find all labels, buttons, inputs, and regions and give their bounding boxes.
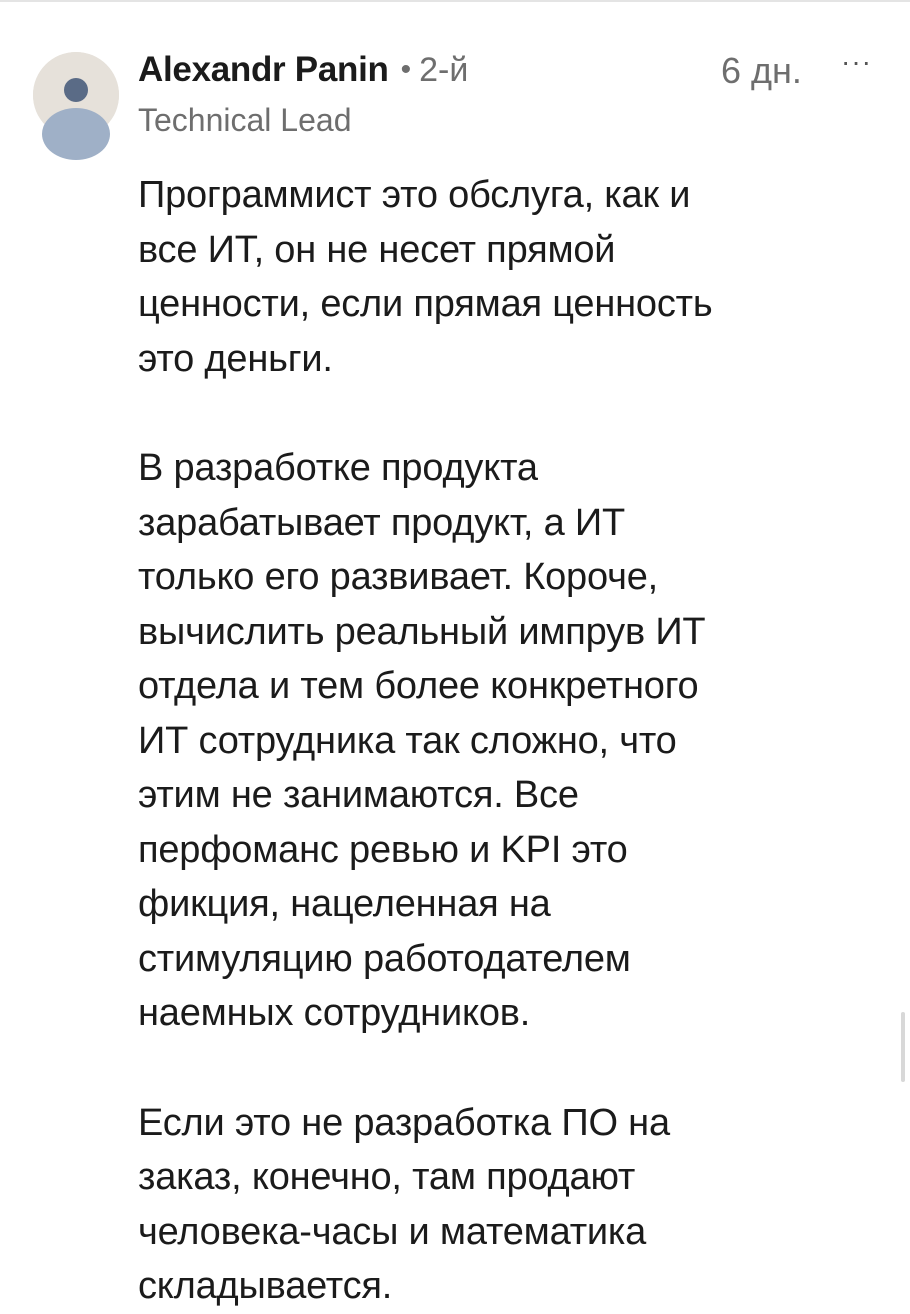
connection-degree: 2-й [419,50,469,89]
scrollbar-thumb[interactable] [901,1012,905,1082]
separator-dot: • [400,53,412,86]
comment-text [138,168,858,1314]
comment-paragraph-2: В разработке продукта зарабатывает продукт, а ИТ только его развивает. Короче, вычислить реальный импрув ИТ отдела и тем более конкретного ИТ сотрудника так сложно, что этим не занимаются. Все перфоманс ревью и KPI это фикция, нацеленная на стимуляцию работодателем наемных сотрудников. [138,447,706,1034]
user-silhouette-icon [33,52,119,138]
more-options-button[interactable]: ··· [841,46,872,77]
comment-paragraph-3: Если это не разработка ПО на заказ, конечно, там продают человека-часы и математика складывается. [138,1101,670,1307]
author-name[interactable]: Alexandr Panin [138,50,389,89]
author-avatar[interactable] [33,52,119,138]
comment-header [138,42,878,142]
comment-paragraph-1: Программист это обслуга, как и все ИТ, он не несет прямой ценности, если прямая ценность это деньги. [138,174,713,380]
author-headline: Technical Lead [138,102,352,138]
author-row [138,44,468,96]
comment-timestamp: 6 дн. [721,50,802,91]
top-divider [0,0,910,2]
